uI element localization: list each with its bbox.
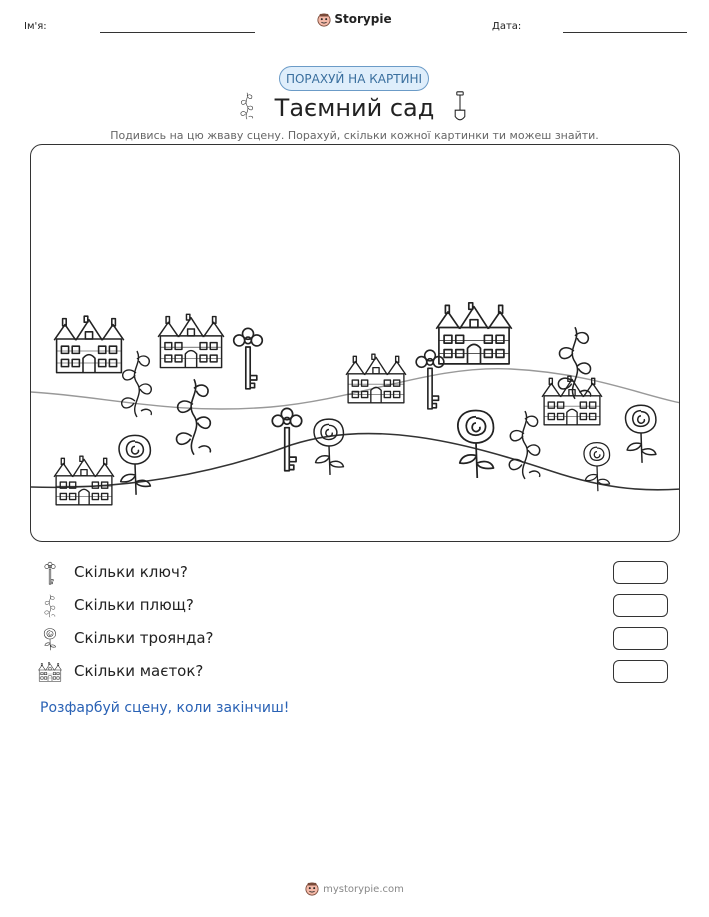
- mansion-icon: [346, 354, 406, 403]
- coloring-note: Розфарбуй сцену, коли закінчиш!: [40, 700, 290, 716]
- ivy-icon: [509, 411, 540, 479]
- mansion-icon: [436, 303, 511, 364]
- ivy-icon: [558, 327, 590, 399]
- key-icon: [234, 328, 263, 389]
- rose-icon: [626, 405, 656, 463]
- question-text: Скільки маєток?: [74, 662, 204, 680]
- scene-illustration: [31, 145, 680, 542]
- key-icon: [272, 408, 301, 470]
- ivy-icon: [38, 594, 62, 618]
- date-field[interactable]: [563, 32, 687, 33]
- footer: [0, 882, 709, 896]
- ivy-icon: [122, 351, 152, 417]
- rose-icon: [38, 627, 62, 651]
- date-label: Дата:: [492, 21, 522, 32]
- answer-box[interactable]: [613, 627, 668, 650]
- rose-icon: [119, 435, 150, 494]
- question-row: [38, 660, 678, 686]
- question-text: Скільки плющ?: [74, 596, 194, 614]
- storypie-logo-icon: [305, 882, 319, 896]
- name-label: Ім'я:: [24, 21, 47, 32]
- brand-name: Storypie: [334, 12, 392, 26]
- question-text: Скільки ключ?: [74, 563, 188, 581]
- answer-box[interactable]: [613, 561, 668, 584]
- mansion-icon: [38, 660, 62, 684]
- rose-icon: [458, 411, 494, 479]
- answer-box[interactable]: [613, 660, 668, 683]
- mansion-icon: [542, 376, 602, 425]
- activity-badge: ПОРАХУЙ НА КАРТИНІ: [279, 66, 429, 91]
- garden-spade-icon: [452, 91, 468, 123]
- rose-icon: [314, 419, 343, 475]
- answer-box[interactable]: [613, 594, 668, 617]
- question-row: [38, 561, 678, 587]
- ivy-icon: [177, 379, 211, 454]
- footer-url[interactable]: mystorypie.com: [323, 884, 404, 895]
- name-field[interactable]: [100, 32, 255, 33]
- mansion-icon: [158, 314, 224, 367]
- mansion-icon: [54, 456, 114, 505]
- question-row: [38, 627, 678, 653]
- question-row: [38, 594, 678, 620]
- search-scene: [30, 144, 680, 542]
- question-text: Скільки троянда?: [74, 629, 214, 647]
- brand-logo: [0, 12, 709, 27]
- key-icon: [38, 561, 62, 585]
- page-subtitle: Подивись на цю жваву сцену. Порахуй, скільки кожної картинки ти можеш знайти.: [110, 129, 599, 142]
- storypie-logo-icon: [317, 13, 331, 27]
- page-title: Таємний сад: [274, 94, 435, 122]
- mansion-icon: [54, 316, 124, 372]
